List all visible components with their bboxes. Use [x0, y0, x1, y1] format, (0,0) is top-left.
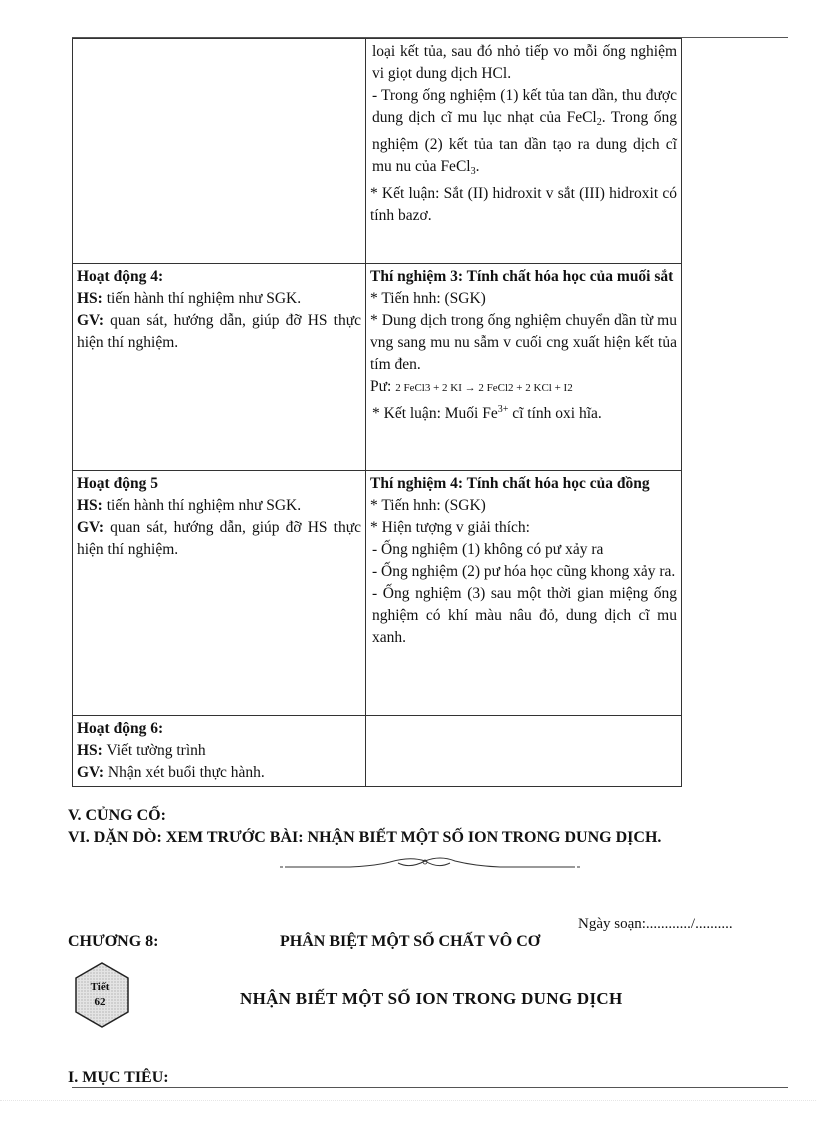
activity-title: Hoạt động 4:: [77, 268, 164, 285]
para-continue: loại kết tủa, sau đó nhỏ tiếp vo mỗi ống nghiệm vi giọt dung dịch HCl.: [372, 43, 677, 82]
procedure-line: * Tiến hnh: (SGK): [370, 290, 486, 307]
table-row: [73, 264, 682, 471]
divider-ornament-icon: [280, 853, 580, 877]
objectives-heading: I. MỤC TIÊU:: [68, 1069, 169, 1086]
table-row: [73, 471, 682, 716]
left-cell-activity-5: [73, 471, 366, 716]
left-cell-activity-6: [73, 716, 366, 787]
left-cell-empty: [73, 39, 366, 264]
lesson-title: NHẬN BIẾT MỘT SỐ ION TRONG DUNG DỊCH: [240, 989, 623, 1008]
chapter-title: PHÂN BIỆT MỘT SỐ CHẤT VÔ CƠ: [280, 933, 541, 950]
para-conclusion: * Kết luận: Sắt (II) hidroxit v sắt (III) hidroxit có tính bazơ.: [370, 185, 677, 224]
tube-1-line: - Ống nghiệm (1) không có pư xảy ra: [372, 541, 604, 558]
gv-line: GV: quan sát, hướng dẫn, giúp đỡ HS thực hiện thí nghiệm.: [77, 312, 361, 351]
gv-line: GV: Nhận xét buổi thực hành.: [77, 764, 265, 781]
hs-line: HS: tiến hành thí nghiệm như SGK.: [77, 497, 302, 514]
activity-title: Hoạt động 6:: [77, 720, 164, 737]
lesson-badge-text: [72, 980, 128, 1010]
right-cell-continued: [366, 39, 682, 264]
hs-line: HS: Viết tường trình: [77, 742, 206, 759]
right-cell-empty: [366, 716, 682, 787]
experiment-title: Thí nghiệm 3: Tính chất hóa học của muối sắt: [370, 268, 674, 285]
gv-line: GV: quan sát, hướng dẫn, giúp đỡ HS thực hiện thí nghiệm.: [77, 519, 361, 558]
table-row: [73, 39, 682, 264]
right-cell-experiment-4: [366, 471, 682, 716]
procedure-line: * Tiến hnh: (SGK): [370, 497, 486, 514]
equation-line: Pư: 2 FeCl3 + 2 KI → 2 FeCl2 + 2 KCl + I2: [370, 378, 573, 395]
activity-title: Hoạt động 5: [77, 475, 158, 492]
preparation-date: Ngày soạn:............/..........: [578, 916, 733, 932]
section-vi-heading: VI. DẶN DÒ: XEM TRƯỚC BÀI: NHẬN BIẾT MỘT SỐ ION TRONG DUNG DỊCH.: [68, 829, 662, 846]
tiet-label: Tiết: [90, 981, 110, 993]
tiet-number: 62: [94, 996, 106, 1008]
conclusion-line: * Kết luận: Muối $Fe^{3+}$ cĩ tính oxi hĩa.: [372, 404, 602, 422]
para-observation: - Trong ống nghiệm (1) kết tủa tan dần, thu được dung dịch cĩ mu lục nhạt của FeCl$_2$. Trong ống nghiệm (2) kết tủa tan dần tạo ra dung dịch cĩ mu nu của FeCl$_3$.: [372, 87, 677, 177]
bottom-rule: [72, 1087, 788, 1088]
tube-2-line: - Ống nghiệm (2) pư hóa học cũng khong xảy ra.: [372, 563, 676, 580]
experiment-title: Thí nghiệm 4: Tính chất hóa học của đồng: [370, 475, 650, 492]
page-edge-line: [0, 1100, 816, 1101]
section-v-heading: V. CỦNG CỐ:: [68, 807, 166, 824]
right-cell-experiment-3: [366, 264, 682, 471]
left-cell-activity-4: [73, 264, 366, 471]
hs-line: HS: tiến hành thí nghiệm như SGK.: [77, 290, 302, 307]
observation-line: * Dung dịch trong ống nghiệm chuyển dần từ mu vng sang mu nu sẫm v cuối cng xuất hiện kết tủa tím đen.: [370, 312, 677, 373]
tube-3-line: - Ống nghiệm (3) sau một thời gian miệng ống nghiệm có khí màu nâu đỏ, dung dịch cĩ mu xanh.: [372, 585, 677, 646]
table-row: [73, 716, 682, 787]
phenomenon-line: * Hiện tượng v giải thích:: [370, 519, 530, 536]
activity-table: [72, 38, 682, 787]
chapter-label: CHƯƠNG 8:: [68, 933, 159, 950]
